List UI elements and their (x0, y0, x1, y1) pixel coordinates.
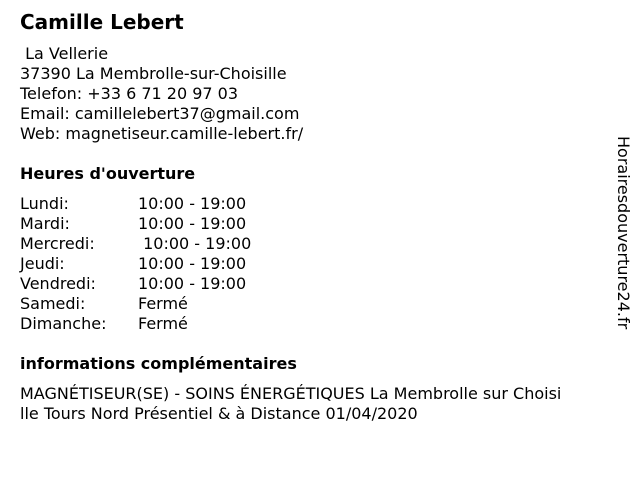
additional-info-text (20, 384, 620, 424)
contact-block (20, 44, 303, 144)
site-watermark: Horairesdouverture24.fr (614, 136, 633, 330)
day-label: Samedi: (20, 294, 86, 313)
hours-value: 10:00 - 19:00 (138, 194, 247, 213)
opening-hours-heading: Heures d'ouverture (20, 164, 196, 183)
additional-info-line: lle Tours Nord Présentiel & à Distance 01/04/2020 (20, 404, 418, 423)
hours-row-wednesday (20, 234, 251, 254)
address-street: La Vellerie (20, 44, 109, 63)
day-label: Vendredi: (20, 274, 96, 293)
hours-row-saturday (20, 294, 251, 314)
additional-info-heading: informations complémentaires (20, 354, 297, 373)
business-name: Camille Lebert (20, 10, 184, 34)
hours-value: 10:00 - 19:00 (138, 214, 247, 233)
address-city: 37390 La Membrolle-sur-Choisille (20, 64, 287, 83)
day-label: Lundi: (20, 194, 69, 213)
website-line: Web: magnetiseur.camille-lebert.fr/ (20, 124, 304, 143)
email-line: Email: camillelebert37@gmail.com (20, 104, 300, 123)
hours-row-friday (20, 274, 251, 294)
day-label: Jeudi: (20, 254, 65, 273)
phone-line: Telefon: +33 6 71 20 97 03 (20, 84, 239, 103)
hours-value: 10:00 - 19:00 (138, 234, 252, 253)
day-label: Mercredi: (20, 234, 95, 253)
hours-value: Fermé (138, 314, 188, 333)
day-label: Mardi: (20, 214, 70, 233)
hours-row-monday (20, 194, 251, 214)
hours-value: Fermé (138, 294, 188, 313)
hours-value: 10:00 - 19:00 (138, 274, 247, 293)
hours-row-tuesday (20, 214, 251, 234)
additional-info-line: MAGNÉTISEUR(SE) - SOINS ÉNERGÉTIQUES La Membrolle sur Choisi (20, 384, 562, 403)
hours-row-thursday (20, 254, 251, 274)
opening-hours-table (20, 194, 251, 334)
day-label: Dimanche: (20, 314, 107, 333)
hours-value: 10:00 - 19:00 (138, 254, 247, 273)
hours-row-sunday (20, 314, 251, 334)
